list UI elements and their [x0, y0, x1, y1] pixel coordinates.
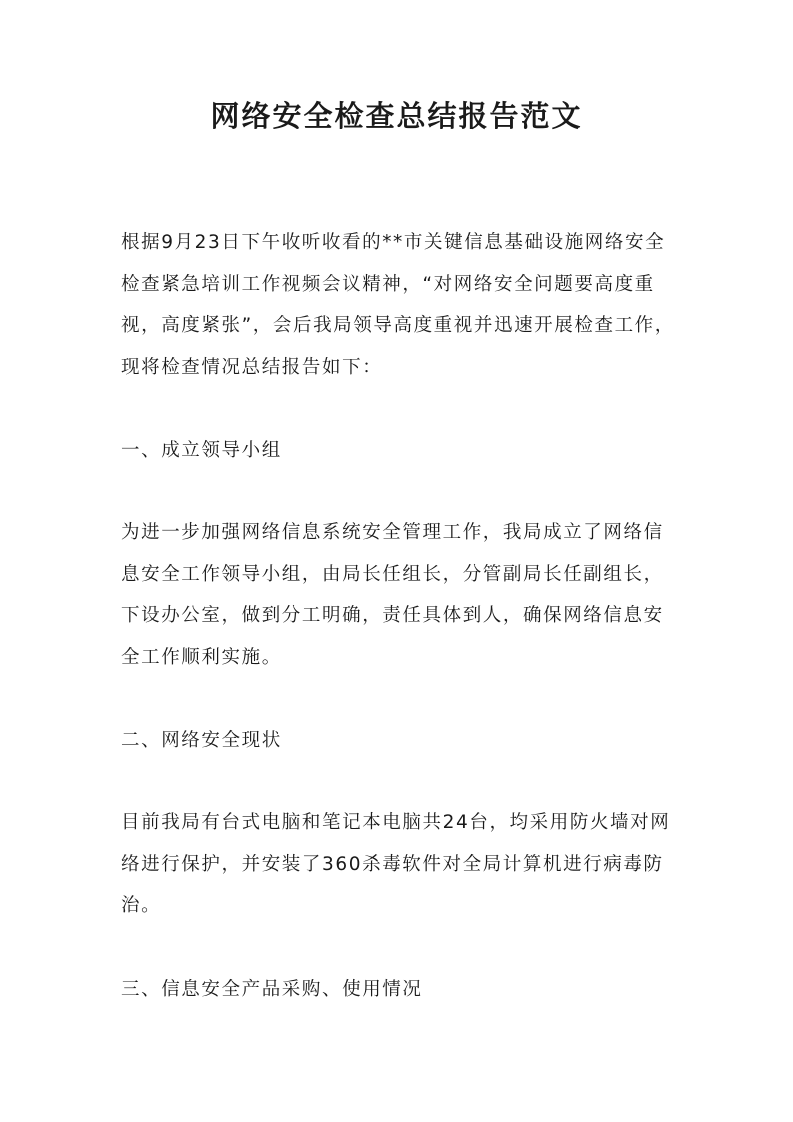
section-1-paragraph: 为进一步加强网络信息系统安全管理工作，我局成立了网络信息安全工作领导小组，由局长任组长，分管副局长任副组长，下设办公室，做到分工明确，责任具体到人，确保网络信息安全工作顺利实施。 — [121, 522, 664, 668]
section-3-heading: 三、信息安全产品采购、使用情况 — [121, 979, 423, 1000]
section-2-heading: 二、网络安全现状 — [121, 730, 282, 751]
document-title: 网络安全检查总结报告范文 — [210, 99, 583, 133]
section-1-heading: 一、成立领导小组 — [121, 440, 282, 461]
section-2-paragraph: 目前我局有台式电脑和笔记本电脑共24台，均采用防火墙对网络进行保护，并安装了360杀毒软件对全局计算机进行病毒防治。 — [121, 812, 671, 916]
intro-paragraph: 根据9月23日下午收听收看的**市关键信息基础设施网络安全检查紧急培训工作视频会议精神，“对网络安全问题要高度重视，高度紧张”，会后我局领导高度重视并迅速开展检查工作，现将检查情况总结报告如下： — [121, 232, 675, 378]
